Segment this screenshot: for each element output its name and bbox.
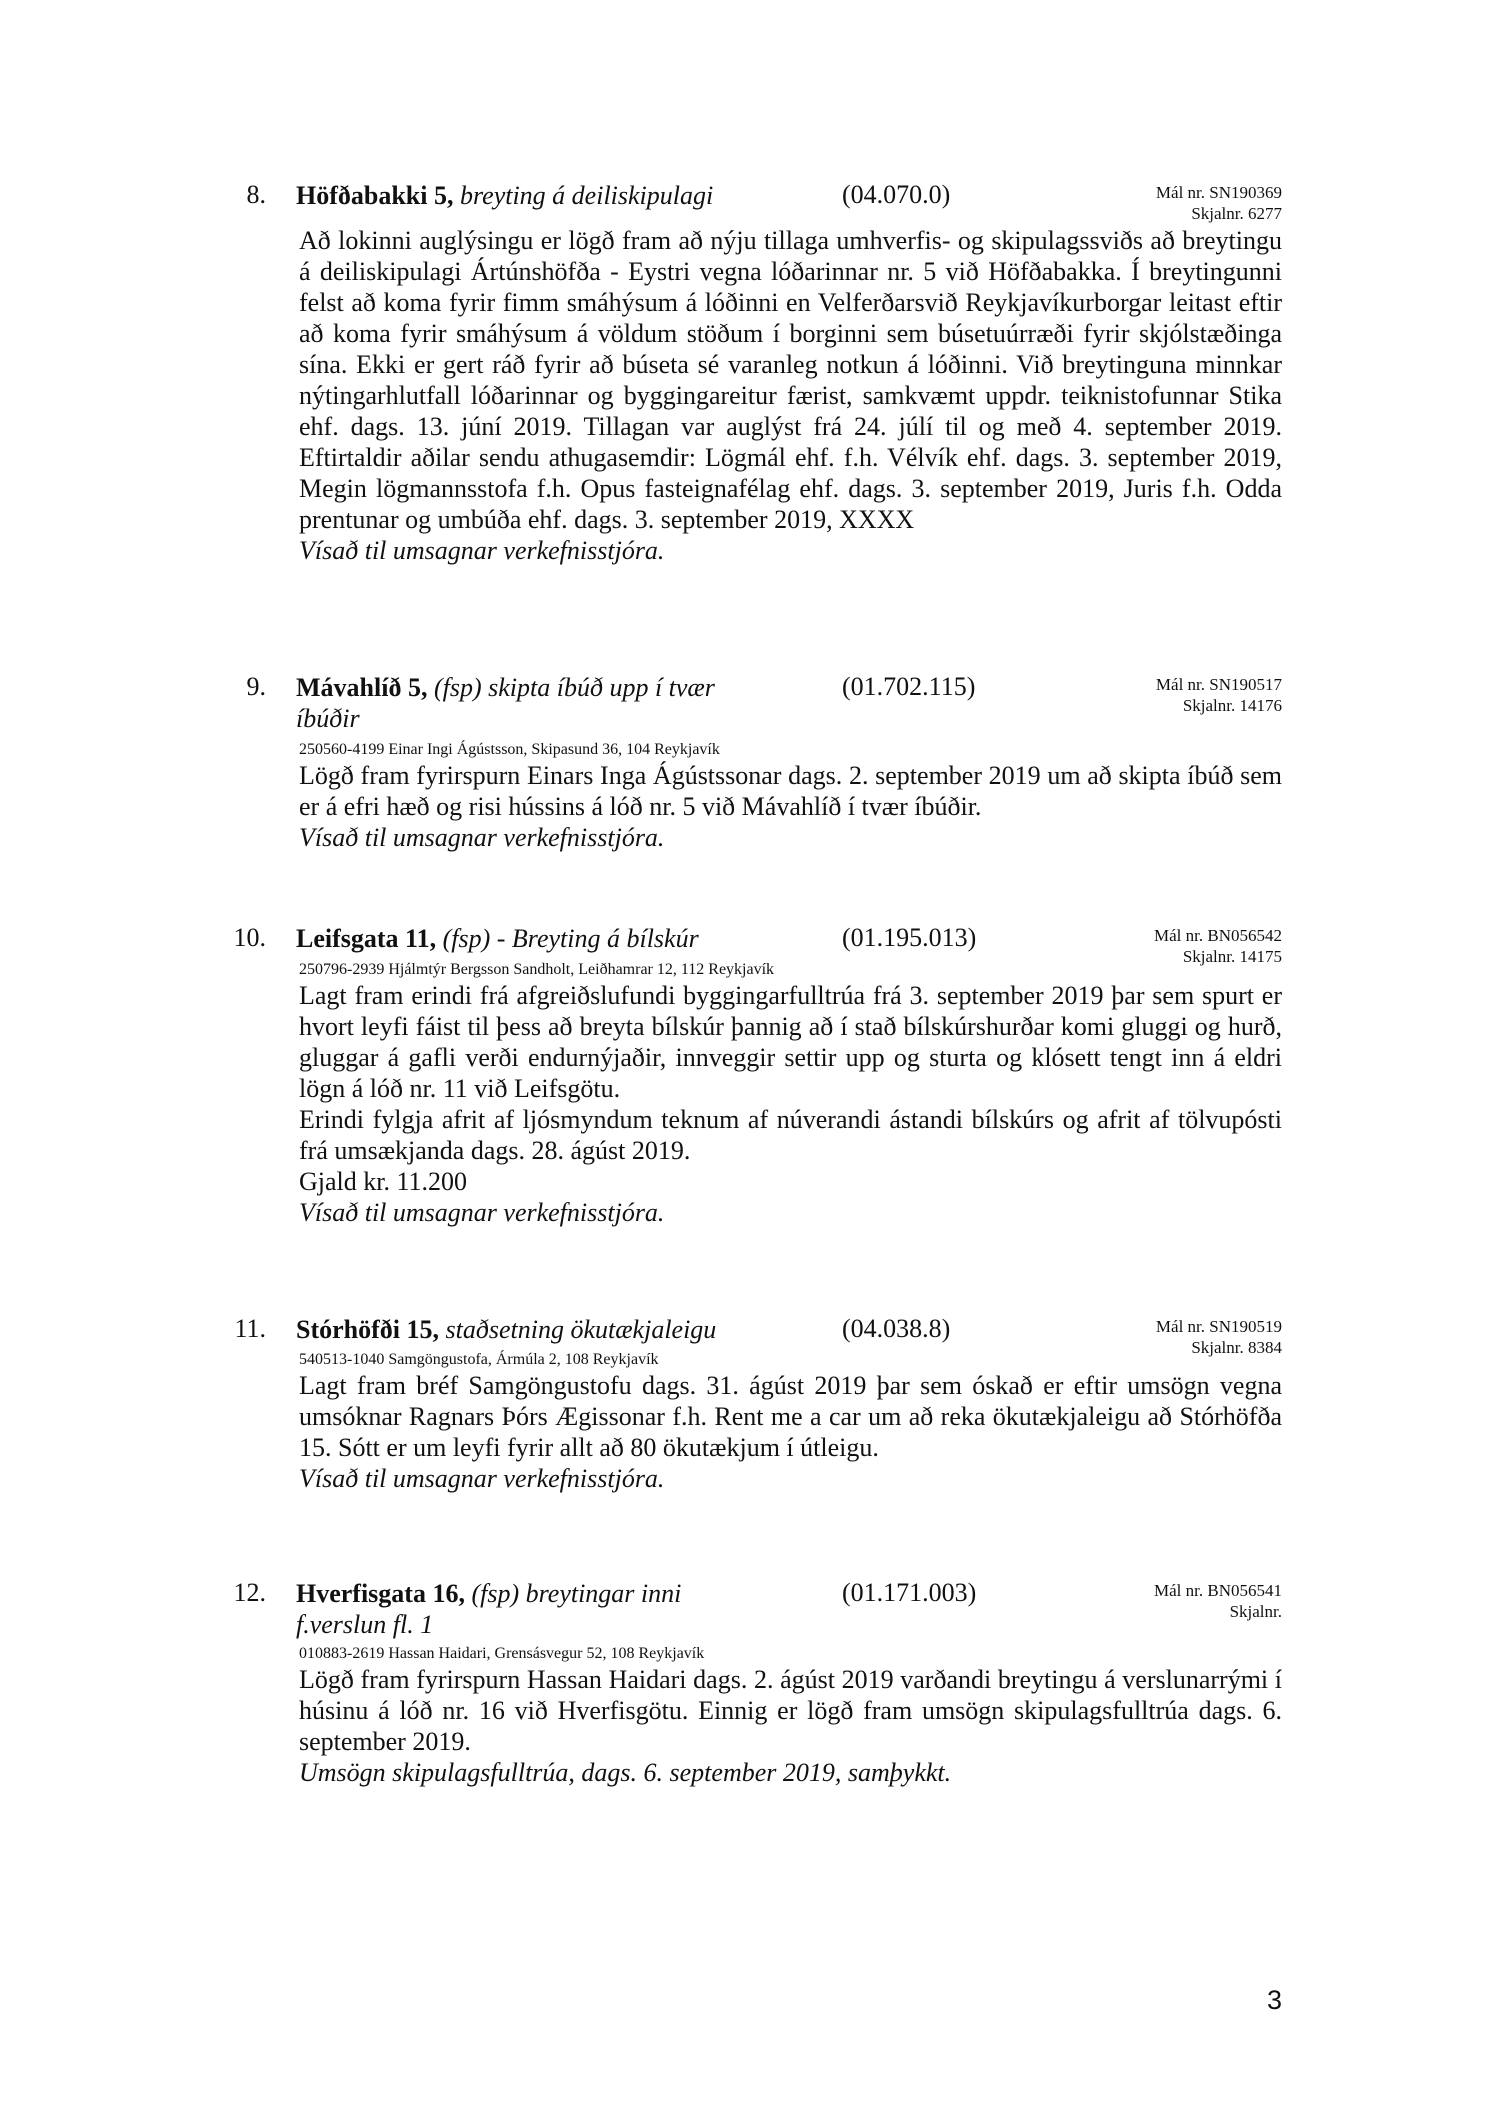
document-number: Skjalnr. 6277 <box>1191 204 1282 223</box>
item-references <box>1154 925 1282 967</box>
item-number: 11. <box>234 1314 266 1343</box>
item-land-code: (04.070.0) <box>842 180 951 209</box>
document-number: Skjalnr. 8384 <box>1191 1338 1282 1357</box>
item-heading <box>296 1314 766 1345</box>
item-paragraph: Lögð fram fyrirspurn Hassan Haidari dags. 2. ágúst 2019 varðandi breytingu á verslunarrými í húsinu á lóð nr. 16 við Hverfisgötu. Einnig er lögð fram umsögn skipulagsfulltrúa dags. 6. september 2019. <box>299 1665 1282 1756</box>
case-number: Mál nr. SN190517 <box>1155 675 1282 694</box>
item-street: Stórhöfði 15, <box>296 1315 439 1344</box>
item-references <box>1156 1316 1282 1358</box>
item-street: Mávahlíð 5, <box>296 673 428 702</box>
item-subject: staðsetning ökutækjaleigu <box>445 1315 717 1344</box>
case-number: Mál nr. SN190369 <box>1155 183 1282 202</box>
item-paragraph: Lagt fram erindi frá afgreiðslufundi byggingarfulltrúa frá 3. september 2019 þar sem spurt er hvort leyfi fáist til þess að breyta bílskúr þannig að í stað bílskúrshurðar komi gluggi og hurð, gluggar á gafli verði endurnýjaðir, innveggir settir upp og sturta og klósett tengt inn á eldri lögn á lóð nr. 11 við Leifsgötu. <box>299 981 1282 1103</box>
item-references <box>1156 182 1282 224</box>
case-number: Mál nr. BN056542 <box>1154 926 1282 945</box>
item-decision: Vísað til umsagnar verkefnisstjóra. <box>299 1464 665 1493</box>
item-heading <box>296 672 776 734</box>
item-street: Höfðabakki 5, <box>296 181 454 210</box>
item-decision: Vísað til umsagnar verkefnisstjóra. <box>299 536 665 565</box>
item-body <box>299 1370 1282 1494</box>
item-number: 9. <box>246 672 266 701</box>
item-applicant: 010883-2619 Hassan Haidari, Grensásvegur 52, 108 Reykjavík <box>299 1645 705 1662</box>
item-references <box>1156 674 1282 716</box>
item-body <box>299 980 1282 1228</box>
item-decision: Vísað til umsagnar verkefnisstjóra. <box>299 823 665 852</box>
item-subject: (fsp) breytingar inni f.verslun fl. 1 <box>296 1579 682 1639</box>
item-applicant: 250796-2939 Hjálmtýr Bergsson Sandholt, Leiðhamrar 12, 112 Reykjavík <box>299 961 775 978</box>
item-number: 8. <box>246 180 266 209</box>
item-street: Hverfisgata 16, <box>296 1579 465 1608</box>
item-references <box>1154 1580 1282 1622</box>
item-heading <box>296 180 766 211</box>
item-paragraph: Að lokinni auglýsingu er lögð fram að nýju tillaga umhverfis- og skipulagssviðs að breytingu á deiliskipulagi Ártúnshöfða - Eystri vegna lóðarinnar nr. 5 við Höfðabakka. Í breytingunni felst að koma fyrir fimm smáhýsum á lóðinni en Velferðarsvið Reykjavíkurborgar leitast eftir að koma fyrir smáhýsum á völdum stöðum í borginni sem búsetuúrræði fyrir skjólstæðinga sína. Ekki er gert ráð fyrir að búseta sé varanleg notkun á lóðinni. Við breytinguna minnkar nýtingarhlutfall lóðarinnar og byggingareitur færist, samkvæmt uppdr. teiknistofunnar Stika ehf. dags. 13. júní 2019. Tillagan var auglýst frá 24. júlí til og með 4. september 2019. Eftirtaldir aðilar sendu athugasemdir: Lögmál ehf. f.h. Vélvík ehf. dags. 3. september 2019, Megin lögmannsstofa f.h. Opus fasteignafélag ehf. dags. 3. september 2019, Juris f.h. Odda prentunar og umbúða ehf. dags. 3. september 2019, XXXX <box>299 226 1282 534</box>
item-land-code: (04.038.8) <box>842 1314 951 1343</box>
item-number: 10. <box>233 923 266 952</box>
item-street: Leifsgata 11, <box>296 924 437 953</box>
item-applicant: 540513-1040 Samgöngustofa, Ármúla 2, 108 Reykjavík <box>299 1351 659 1368</box>
page-number: 3 <box>1266 1985 1282 2015</box>
item-decision: Umsögn skipulagsfulltrúa, dags. 6. september 2019, samþykkt. <box>299 1758 952 1787</box>
item-applicant: 250560-4199 Einar Ingi Ágústsson, Skipasund 36, 104 Reykjavík <box>299 741 720 758</box>
item-subject: breyting á deiliskipulagi <box>460 181 714 210</box>
document-number: Skjalnr. 14176 <box>1182 696 1282 715</box>
item-heading <box>296 1578 746 1640</box>
item-land-code: (01.702.115) <box>842 672 976 701</box>
item-decision: Vísað til umsagnar verkefnisstjóra. <box>299 1198 665 1227</box>
item-subject: (fsp) - Breyting á bílskúr <box>442 924 699 953</box>
case-number: Mál nr. BN056541 <box>1154 1581 1282 1600</box>
item-land-code: (01.171.003) <box>842 1578 977 1607</box>
item-subject: (fsp) skipta íbúð upp í tvær íbúðir <box>296 673 715 733</box>
item-paragraph: Lögð fram fyrirspurn Einars Inga Ágústssonar dags. 2. september 2019 um að skipta íbúð sem er á efri hæð og risi hússins á lóð nr. 5 við Mávahlíð í tvær íbúðir. <box>299 761 1282 821</box>
item-paragraph: Erindi fylgja afrit af ljósmyndum teknum af núverandi ástandi bílskúrs og afrit af tölvupósti frá umsækjanda dags. 28. ágúst 2019. <box>299 1105 1282 1165</box>
document-number: Skjalnr. <box>1229 1602 1282 1621</box>
item-body <box>299 225 1282 566</box>
case-number: Mál nr. SN190519 <box>1155 1317 1282 1336</box>
item-heading <box>296 923 766 954</box>
item-land-code: (01.195.013) <box>842 923 977 952</box>
item-fee: Gjald kr. 11.200 <box>299 1167 468 1196</box>
item-number: 12. <box>233 1578 266 1607</box>
item-body <box>299 760 1282 853</box>
document-number: Skjalnr. 14175 <box>1182 947 1282 966</box>
item-paragraph: Lagt fram bréf Samgöngustofu dags. 31. ágúst 2019 þar sem óskað er eftir umsögn vegna umsóknar Ragnars Þórs Ægissonar f.h. Rent me a car um að reka ökutækjaleigu að Stórhöfða 15. Sótt er um leyfi fyrir allt að 80 ökutækjum í útleigu. <box>299 1371 1282 1462</box>
item-body <box>299 1664 1282 1788</box>
